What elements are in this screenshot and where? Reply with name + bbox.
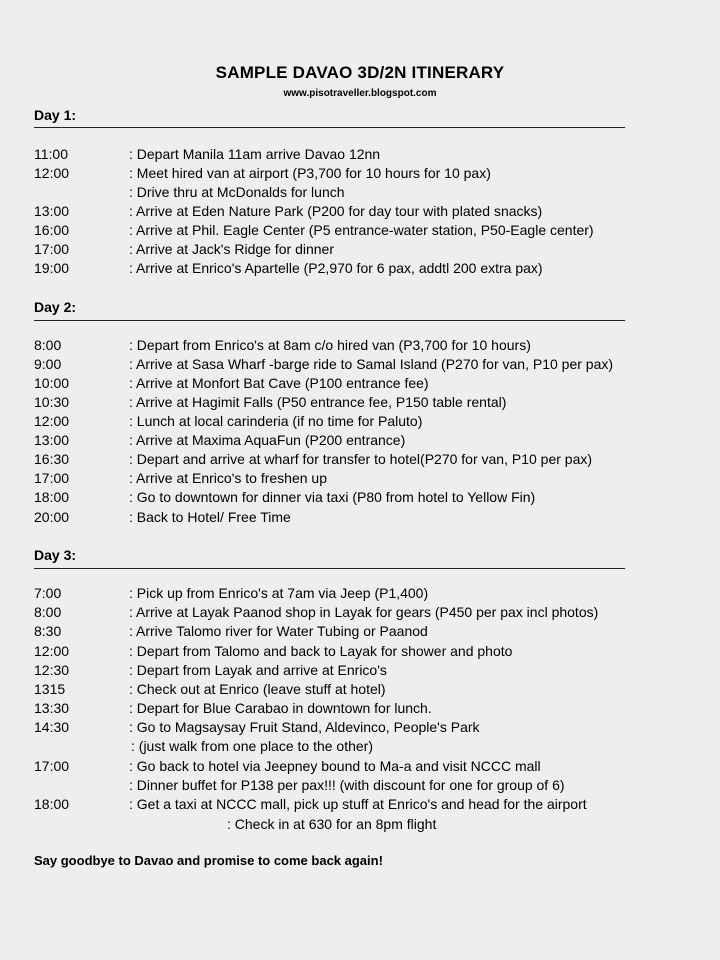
row-desc: : Lunch at local carinderia (if no time for Paluto) — [129, 413, 423, 429]
itinerary-row — [0, 164, 720, 183]
row-time: 9:00 — [34, 356, 62, 372]
itinerary-row — [0, 661, 720, 680]
row-desc: : Arrive at Sasa Wharf -barge ride to Samal Island (P270 for van, P10 per pax) — [129, 356, 614, 372]
itinerary-row — [0, 145, 720, 164]
row-desc: : Get a taxi at NCCC mall, pick up stuff at Enrico's and head for the airport — [129, 796, 587, 812]
row-time: 20:00 — [34, 509, 70, 525]
day-1-heading: Day 1: — [34, 107, 77, 123]
row-desc: : Depart and arrive at wharf for transfer to hotel(P270 for van, P10 per pax) — [129, 451, 593, 467]
itinerary-row — [0, 431, 720, 450]
itinerary-row — [0, 469, 720, 488]
row-time: 13:00 — [34, 432, 70, 448]
row-time: 1315 — [34, 681, 66, 697]
itinerary-row — [0, 374, 720, 393]
itinerary-row — [0, 680, 720, 699]
row-time: 8:00 — [34, 337, 62, 353]
row-desc: : (just walk from one place to the other) — [131, 738, 373, 754]
row-time: 10:00 — [34, 375, 70, 391]
row-time: 12:30 — [34, 662, 70, 678]
row-desc: : Arrive at Jack's Ridge for dinner — [129, 241, 334, 257]
itinerary-row — [0, 202, 720, 221]
row-time: 12:00 — [34, 165, 70, 181]
row-time: 11:00 — [34, 146, 68, 162]
row-desc: : Arrive Talomo river for Water Tubing or Paanod — [129, 623, 428, 639]
row-desc: : Depart from Enrico's at 8am c/o hired van (P3,700 for 10 hours) — [129, 337, 531, 353]
row-desc: : Arrive at Phil. Eagle Center (P5 entrance-water station, P50-Eagle center) — [129, 222, 594, 238]
row-time: 12:00 — [34, 413, 70, 429]
row-time: 14:30 — [34, 719, 70, 735]
itinerary-row — [0, 584, 720, 603]
row-time: 16:30 — [34, 451, 70, 467]
row-time: 10:30 — [34, 394, 70, 410]
itinerary-row — [0, 718, 720, 737]
row-desc: : Arrive at Monfort Bat Cave (P100 entrance fee) — [129, 375, 429, 391]
itinerary-row — [0, 336, 720, 355]
row-desc: : Depart from Talomo and back to Layak for shower and photo — [129, 643, 513, 659]
row-time: 17:00 — [34, 241, 70, 257]
row-time: 7:00 — [34, 585, 62, 601]
day-1-divider — [34, 127, 625, 128]
itinerary-row — [0, 221, 720, 240]
row-desc: : Depart from Layak and arrive at Enrico's — [129, 662, 387, 678]
itinerary-row — [0, 259, 720, 278]
itinerary-row — [0, 795, 720, 814]
row-time: 16:00 — [34, 222, 70, 238]
document-title: SAMPLE DAVAO 3D/2N ITINERARY — [215, 63, 505, 82]
day-2-heading: Day 2: — [34, 299, 77, 315]
itinerary-row — [0, 488, 720, 507]
row-desc: : Arrive at Maxima AquaFun (P200 entrance) — [129, 432, 406, 448]
row-time: 8:00 — [34, 604, 62, 620]
day-2-divider — [34, 320, 625, 321]
row-desc: : Arrive at Hagimit Falls (P50 entrance fee, P150 table rental) — [129, 394, 507, 410]
row-desc: : Go back to hotel via Jeepney bound to Ma-a and visit NCCC mall — [129, 758, 541, 774]
itinerary-row — [0, 355, 720, 374]
row-time: 19:00 — [34, 260, 70, 276]
row-time: 18:00 — [34, 489, 70, 505]
row-desc: : Arrive at Eden Nature Park (P200 for day tour with plated snacks) — [129, 203, 543, 219]
row-time: 13:30 — [34, 700, 70, 716]
row-desc: : Arrive at Enrico's to freshen up — [129, 470, 327, 486]
row-desc: : Drive thru at McDonalds for lunch — [129, 184, 345, 200]
row-time: 18:00 — [34, 796, 70, 812]
itinerary-row — [0, 737, 720, 756]
day-3-divider — [34, 568, 625, 569]
itinerary-row — [0, 776, 720, 795]
row-time: 17:00 — [34, 470, 70, 486]
row-desc: : Dinner buffet for P138 per pax!!! (with discount for one for group of 6) — [129, 777, 565, 793]
closing-message: Say goodbye to Davao and promise to come back again! — [34, 853, 383, 868]
blog-url: www.pisotraveller.blogspot.com — [283, 88, 437, 99]
row-desc: : Pick up from Enrico's at 7am via Jeep (P1,400) — [129, 585, 429, 601]
itinerary-row — [0, 699, 720, 718]
itinerary-row — [0, 622, 720, 641]
row-desc: : Depart for Blue Carabao in downtown for lunch. — [129, 700, 432, 716]
row-desc: : Check out at Enrico (leave stuff at hotel) — [129, 681, 386, 697]
itinerary-row — [0, 393, 720, 412]
row-time: 12:00 — [34, 643, 70, 659]
itinerary-row — [0, 757, 720, 776]
day-3-heading: Day 3: — [34, 547, 77, 563]
itinerary-row — [0, 642, 720, 661]
itinerary-row — [0, 450, 720, 469]
row-desc: : Depart Manila 11am arrive Davao 12nn — [129, 146, 381, 162]
row-desc: : Arrive at Enrico's Apartelle (P2,970 for 6 pax, addtl 200 extra pax) — [129, 260, 543, 276]
itinerary-row — [0, 240, 720, 259]
itinerary-row — [0, 508, 720, 527]
row-desc: : Check in at 630 for an 8pm flight — [227, 816, 437, 832]
itinerary-row — [0, 412, 720, 431]
itinerary-row — [0, 603, 720, 622]
row-desc: : Meet hired van at airport (P3,700 for 10 hours for 10 pax) — [129, 165, 491, 181]
row-time: 17:00 — [34, 758, 70, 774]
row-desc: : Go to Magsaysay Fruit Stand, Aldevinco, People's Park — [129, 719, 480, 735]
row-time: 8:30 — [34, 623, 62, 639]
itinerary-row — [0, 815, 720, 834]
row-desc: : Back to Hotel/ Free Time — [129, 509, 291, 525]
row-desc: : Go to downtown for dinner via taxi (P80 from hotel to Yellow Fin) — [129, 489, 536, 505]
itinerary-row — [0, 183, 720, 202]
row-time: 13:00 — [34, 203, 70, 219]
row-desc: : Arrive at Layak Paanod shop in Layak for gears (P450 per pax incl photos) — [129, 604, 599, 620]
